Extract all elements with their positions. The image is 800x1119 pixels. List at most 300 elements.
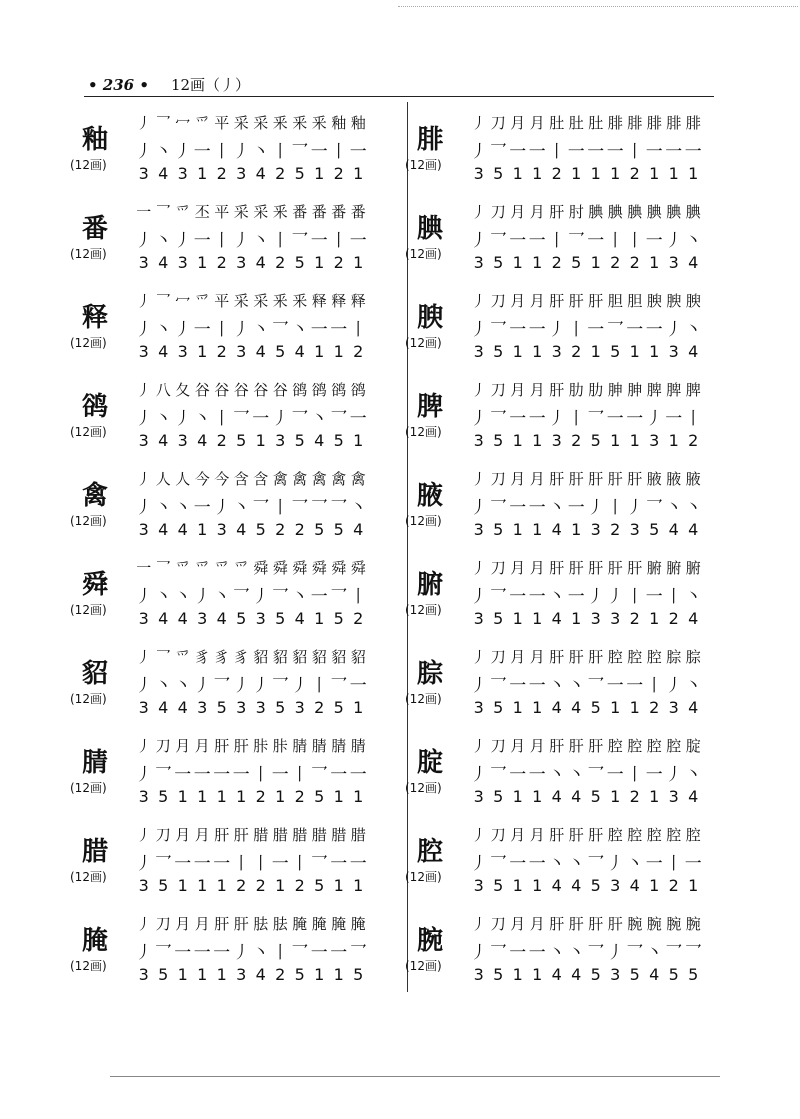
stroke-stage: 平 <box>214 114 230 132</box>
stroke-shape: 丨 <box>271 231 289 251</box>
stroke-shape: 丶 <box>684 320 702 340</box>
stroke-shape: 丿 <box>213 498 231 518</box>
stroke-code: 3 <box>551 342 562 361</box>
stroke-shape: 丨 <box>291 765 309 785</box>
stroke-codes-row <box>469 787 703 806</box>
stroke-stage: 采 <box>233 114 249 132</box>
stroke-code: 1 <box>590 253 601 272</box>
stroke-code: 1 <box>353 431 364 450</box>
stroke-code: 3 <box>138 253 149 272</box>
stroke-stage: 胠 <box>253 915 269 933</box>
stroke-stage: 番 <box>292 203 308 221</box>
stroke-codes-row <box>134 876 368 895</box>
stroke-stage: 肝 <box>588 470 604 488</box>
stroke-code: 1 <box>177 876 188 895</box>
stroke-code: 5 <box>333 698 344 717</box>
stroke-code: 1 <box>532 164 543 183</box>
stroke-code: 3 <box>138 609 149 628</box>
stroke-code: 2 <box>314 698 325 717</box>
page-number: • 236 • <box>88 76 149 94</box>
stroke-code: 1 <box>275 876 286 895</box>
stroke-codes-row <box>134 520 368 539</box>
stroke-stages-row <box>134 824 368 845</box>
stroke-code: 1 <box>255 431 266 450</box>
stroke-stage: 肝 <box>627 559 643 577</box>
stroke-code: 1 <box>512 609 523 628</box>
stroke-shape: 丿 <box>135 320 153 340</box>
stroke-shape: 一 <box>193 142 211 162</box>
stroke-code: 1 <box>216 876 227 895</box>
stroke-code: 1 <box>197 342 208 361</box>
stroke-code: 5 <box>590 431 601 450</box>
stroke-shape: 一 <box>645 587 663 607</box>
stroke-shape: 丶 <box>154 587 172 607</box>
stroke-shape: 丿 <box>232 320 250 340</box>
stroke-shape: 丿 <box>606 943 624 963</box>
stroke-shape: 丿 <box>232 231 250 251</box>
stroke-shape: 丿 <box>665 320 683 340</box>
stroke-code: 3 <box>197 698 208 717</box>
stroke-code: 1 <box>197 253 208 272</box>
stroke-code: 1 <box>532 431 543 450</box>
stroke-shape: 丿 <box>232 142 250 162</box>
stroke-shapes-row <box>134 404 368 429</box>
stroke-stage: 丿 <box>471 470 487 488</box>
stroke-code: 5 <box>610 342 621 361</box>
stroke-shape: 丶 <box>232 498 250 518</box>
stroke-stage: 月 <box>529 737 545 755</box>
stroke-code: 5 <box>158 787 169 806</box>
stroke-shape: 一 <box>567 587 585 607</box>
stroke-shape: 一 <box>645 320 663 340</box>
stroke-shape: 乛 <box>291 142 309 162</box>
character-entry <box>405 104 735 193</box>
stroke-stage: 肝 <box>233 826 249 844</box>
stroke-code: 3 <box>551 431 562 450</box>
stroke-shape: 一 <box>528 498 546 518</box>
stroke-stage: 谷 <box>194 381 210 399</box>
stroke-stage: 平 <box>214 203 230 221</box>
stroke-shape: 丨 <box>213 409 231 429</box>
stroke-shape: 一 <box>626 409 644 429</box>
stroke-stages-row <box>469 735 703 756</box>
stroke-code: 4 <box>255 164 266 183</box>
stroke-codes-row <box>134 164 368 183</box>
stroke-shape: 丿 <box>135 142 153 162</box>
stroke-shape: 乛 <box>489 320 507 340</box>
stroke-shape: 乛 <box>587 409 605 429</box>
stroke-stage: 今 <box>214 470 230 488</box>
stroke-shape: 丨 <box>213 320 231 340</box>
stroke-shape: 丶 <box>684 676 702 696</box>
stroke-stage: 夂 <box>175 381 191 399</box>
stroke-shape: 丶 <box>174 587 192 607</box>
character-entry <box>70 905 400 994</box>
stroke-shape: 一 <box>606 676 624 696</box>
stroke-code: 5 <box>294 253 305 272</box>
stroke-stage: 舜 <box>253 559 269 577</box>
stroke-code: 2 <box>275 965 286 984</box>
stroke-code: 1 <box>629 342 640 361</box>
stroke-stage: 肝 <box>233 737 249 755</box>
stroke-code: 4 <box>629 876 640 895</box>
stroke-stage: 腔 <box>666 737 682 755</box>
stroke-stage: 腕 <box>666 915 682 933</box>
stroke-stage: 肝 <box>549 470 565 488</box>
stroke-code: 1 <box>512 787 523 806</box>
stroke-code: 5 <box>158 965 169 984</box>
character-entry <box>70 638 400 727</box>
stroke-shape: 丨 <box>349 587 367 607</box>
stroke-code: 5 <box>236 609 247 628</box>
stroke-shape: 丨 <box>330 142 348 162</box>
stroke-stage: 肚 <box>568 114 584 132</box>
stroke-shape: 丶 <box>154 676 172 696</box>
stroke-shape: 一 <box>252 409 270 429</box>
stroke-stage: 腙 <box>685 648 701 666</box>
stroke-code: 1 <box>177 787 188 806</box>
stroke-code: 1 <box>353 253 364 272</box>
scan-edge-mark <box>398 6 798 7</box>
stroke-shape: 丶 <box>252 142 270 162</box>
stroke-stage: 腌 <box>292 915 308 933</box>
stroke-shape: 一 <box>193 943 211 963</box>
stroke-code: 2 <box>668 609 679 628</box>
stroke-shape: 乛 <box>291 943 309 963</box>
stroke-stage: 胆 <box>627 292 643 310</box>
stroke-shape: 一 <box>330 765 348 785</box>
stroke-code: 5 <box>275 609 286 628</box>
stroke-shape: 一 <box>528 409 546 429</box>
stroke-code: 2 <box>551 164 562 183</box>
stroke-stage: 刀 <box>490 648 506 666</box>
stroke-code: 2 <box>668 876 679 895</box>
stroke-stage: 肝 <box>549 381 565 399</box>
stroke-shape: 丿 <box>470 498 488 518</box>
stroke-stage: 腆 <box>607 203 623 221</box>
stroke-stage: 月 <box>529 559 545 577</box>
stroke-shapes-row <box>134 849 368 874</box>
stroke-shapes-row <box>469 760 703 785</box>
stroke-stage: 釆 <box>292 114 308 132</box>
stroke-code: 1 <box>668 164 679 183</box>
stroke-stage: 丿 <box>136 648 152 666</box>
stroke-shape: 一 <box>193 320 211 340</box>
character-entry <box>405 282 735 371</box>
stroke-code: 2 <box>649 698 660 717</box>
stroke-stage: 禽 <box>311 470 327 488</box>
stroke-shape: 一 <box>271 854 289 874</box>
stroke-stage: 月 <box>510 292 526 310</box>
stroke-code: 3 <box>473 609 484 628</box>
stroke-stage: 腕 <box>646 915 662 933</box>
stroke-code: 1 <box>512 698 523 717</box>
stroke-count-tag: (12画) <box>70 247 107 261</box>
stroke-code: 5 <box>255 520 266 539</box>
page-header <box>88 74 250 95</box>
stroke-code: 4 <box>688 698 699 717</box>
stroke-shape: 一 <box>193 231 211 251</box>
stroke-code: 1 <box>649 609 660 628</box>
stroke-stage: 月 <box>529 292 545 310</box>
stroke-code: 2 <box>216 164 227 183</box>
stroke-code: 1 <box>197 965 208 984</box>
stroke-code: 3 <box>473 520 484 539</box>
stroke-stage: 腈 <box>331 737 347 755</box>
stroke-codes-row <box>134 609 368 628</box>
stroke-shape: 乛 <box>587 676 605 696</box>
stroke-stage: 豸 <box>214 648 230 666</box>
stroke-count-tag: (12画) <box>70 603 107 617</box>
stroke-code: 1 <box>512 876 523 895</box>
stroke-shape: 丿 <box>232 676 250 696</box>
stroke-code: 1 <box>610 164 621 183</box>
stroke-code: 2 <box>688 431 699 450</box>
stroke-shape: 一 <box>626 676 644 696</box>
stroke-stage: 月 <box>510 826 526 844</box>
stroke-code: 1 <box>688 164 699 183</box>
stroke-code: 4 <box>551 520 562 539</box>
stroke-shape: 乛 <box>489 587 507 607</box>
stroke-count-tag: (12画) <box>405 692 442 706</box>
stroke-shape: 丿 <box>174 231 192 251</box>
stroke-shape: 丨 <box>232 854 250 874</box>
stroke-stage: 丿 <box>136 915 152 933</box>
stroke-shape: 丨 <box>548 142 566 162</box>
stroke-stage: 爫 <box>214 559 230 577</box>
stroke-stage: 采 <box>233 203 249 221</box>
stroke-code: 2 <box>294 520 305 539</box>
entry-character: 貂 <box>82 659 109 689</box>
stroke-shape: 丨 <box>252 854 270 874</box>
stroke-stages-row <box>134 557 368 578</box>
stroke-code: 4 <box>688 253 699 272</box>
stroke-shape: 一 <box>349 765 367 785</box>
header-rule <box>84 96 714 97</box>
stroke-stage: 腔 <box>627 648 643 666</box>
stroke-shape: 丶 <box>665 498 683 518</box>
stroke-stage: 冖 <box>175 292 191 310</box>
stroke-code: 1 <box>610 787 621 806</box>
stroke-code: 1 <box>197 520 208 539</box>
stroke-stage: 釉 <box>350 114 366 132</box>
stroke-stage: 腆 <box>588 203 604 221</box>
stroke-shape: 丶 <box>548 498 566 518</box>
stroke-shape: 丶 <box>154 231 172 251</box>
stroke-shape: 丿 <box>548 320 566 340</box>
stroke-code: 3 <box>473 965 484 984</box>
stroke-shape: 丨 <box>213 231 231 251</box>
stroke-code: 5 <box>493 698 504 717</box>
stroke-shape: 一 <box>509 943 527 963</box>
stroke-stage: 腊 <box>311 826 327 844</box>
stroke-code: 1 <box>512 520 523 539</box>
stroke-code: 1 <box>197 787 208 806</box>
stroke-stage: 舜 <box>311 559 327 577</box>
stroke-code: 1 <box>629 431 640 450</box>
stroke-stage: 豸 <box>194 648 210 666</box>
stroke-stage: 爫 <box>175 203 191 221</box>
stroke-stage: 爫 <box>194 114 210 132</box>
stroke-shape: 丶 <box>349 498 367 518</box>
stroke-shape: 丿 <box>135 498 153 518</box>
stroke-code: 1 <box>512 253 523 272</box>
stroke-shape: 丨 <box>252 765 270 785</box>
stroke-code: 4 <box>688 787 699 806</box>
stroke-codes-row <box>469 609 703 628</box>
stroke-stage: 月 <box>510 737 526 755</box>
stroke-stage: 胩 <box>253 737 269 755</box>
stroke-shape: 丨 <box>213 142 231 162</box>
stroke-stage: 肋 <box>588 381 604 399</box>
stroke-shape: 丿 <box>470 142 488 162</box>
stroke-code: 4 <box>255 253 266 272</box>
stroke-code: 1 <box>512 431 523 450</box>
stroke-stage: 腊 <box>272 826 288 844</box>
stroke-stage: 肝 <box>568 826 584 844</box>
stroke-stage: 乛 <box>155 114 171 132</box>
stroke-stage: 月 <box>529 203 545 221</box>
stroke-stage: 肝 <box>549 826 565 844</box>
stroke-stages-row <box>134 735 368 756</box>
stroke-shape: 一 <box>349 409 367 429</box>
stroke-shape: 一 <box>310 231 328 251</box>
stroke-stage: 肝 <box>549 203 565 221</box>
stroke-stage: 腓 <box>646 114 662 132</box>
stroke-shape: 乛 <box>330 587 348 607</box>
stroke-shape: 乛 <box>489 854 507 874</box>
stroke-stage: 八 <box>155 381 171 399</box>
stroke-shape: 丶 <box>684 498 702 518</box>
stroke-stage: 一 <box>136 203 152 221</box>
stroke-code: 4 <box>551 787 562 806</box>
entry-character: 腴 <box>417 303 444 333</box>
stroke-shape: 丿 <box>470 587 488 607</box>
stroke-shape: 乛 <box>330 409 348 429</box>
stroke-code: 1 <box>333 965 344 984</box>
stroke-stage: 番 <box>350 203 366 221</box>
stroke-shape: 丨 <box>626 231 644 251</box>
stroke-stage: 釉 <box>331 114 347 132</box>
stroke-code: 5 <box>314 876 325 895</box>
stroke-code: 3 <box>473 253 484 272</box>
stroke-stage: 月 <box>529 648 545 666</box>
stroke-shape: 一 <box>528 320 546 340</box>
stroke-code: 1 <box>610 698 621 717</box>
stroke-code: 2 <box>216 342 227 361</box>
stroke-stages-row <box>134 468 368 489</box>
stroke-code: 4 <box>551 965 562 984</box>
stroke-shape: 丶 <box>291 587 309 607</box>
stroke-code: 3 <box>138 520 149 539</box>
stroke-stage: 肝 <box>214 826 230 844</box>
stroke-count-tag: (12画) <box>405 781 442 795</box>
stroke-shape: 丨 <box>271 142 289 162</box>
stroke-stage: 腆 <box>685 203 701 221</box>
stroke-code: 1 <box>532 698 543 717</box>
stroke-code: 1 <box>571 520 582 539</box>
stroke-code: 1 <box>532 253 543 272</box>
stroke-stage: 月 <box>510 381 526 399</box>
stroke-shape: 丶 <box>684 765 702 785</box>
stroke-shape: 丶 <box>154 409 172 429</box>
stroke-code: 1 <box>353 164 364 183</box>
stroke-shapes-row <box>469 582 703 607</box>
stroke-stage: 月 <box>510 559 526 577</box>
stroke-stage: 丿 <box>136 737 152 755</box>
stroke-shape: 丿 <box>135 676 153 696</box>
stroke-shape: 丶 <box>548 676 566 696</box>
stroke-code: 1 <box>610 431 621 450</box>
stroke-stage: 丿 <box>471 203 487 221</box>
stroke-stage: 丿 <box>471 114 487 132</box>
stroke-stages-row <box>469 557 703 578</box>
stroke-shapes-row <box>134 493 368 518</box>
stroke-shape: 丿 <box>135 587 153 607</box>
stroke-shape: 一 <box>665 142 683 162</box>
stroke-code: 1 <box>177 965 188 984</box>
stroke-stages-row <box>134 646 368 667</box>
stroke-shape: 丶 <box>213 587 231 607</box>
stroke-shape: 一 <box>606 765 624 785</box>
stroke-shape: 丿 <box>135 854 153 874</box>
stroke-shape: 丿 <box>470 765 488 785</box>
stroke-shape: 乛 <box>252 498 270 518</box>
stroke-code: 1 <box>649 164 660 183</box>
stroke-code: 3 <box>255 609 266 628</box>
stroke-code: 1 <box>512 965 523 984</box>
stroke-shape: 丨 <box>548 231 566 251</box>
stroke-code: 4 <box>177 609 188 628</box>
stroke-stage: 丿 <box>136 826 152 844</box>
stroke-code: 4 <box>236 520 247 539</box>
stroke-shape: 一 <box>606 142 624 162</box>
stroke-stage: 采 <box>253 203 269 221</box>
stroke-code: 4 <box>177 520 188 539</box>
stroke-stage: 腔 <box>666 826 682 844</box>
stroke-code: 3 <box>216 520 227 539</box>
stroke-code: 1 <box>353 876 364 895</box>
stroke-stage: 月 <box>175 915 191 933</box>
stroke-count-tag: (12画) <box>70 336 107 350</box>
stroke-stage: 肝 <box>568 470 584 488</box>
stroke-stage: 腑 <box>646 559 662 577</box>
stroke-stage: 丿 <box>136 470 152 488</box>
stroke-shape: 丿 <box>174 320 192 340</box>
stroke-stage: 刀 <box>490 470 506 488</box>
stroke-shape: 一 <box>645 142 663 162</box>
stroke-shape: 乛 <box>213 676 231 696</box>
stroke-shape: 丶 <box>174 676 192 696</box>
stroke-codes-row <box>134 698 368 717</box>
stroke-code: 4 <box>158 431 169 450</box>
stroke-code: 1 <box>216 965 227 984</box>
stroke-code: 4 <box>353 520 364 539</box>
stroke-count-tag: (12画) <box>405 425 442 439</box>
stroke-shapes-row <box>469 493 703 518</box>
stroke-codes-row <box>469 876 703 895</box>
stroke-shape: 丨 <box>645 676 663 696</box>
stroke-shape: 一 <box>606 409 624 429</box>
stroke-shape: 丿 <box>606 854 624 874</box>
stroke-stage: 腔 <box>685 826 701 844</box>
stroke-shape: 乛 <box>587 943 605 963</box>
stroke-code: 3 <box>610 876 621 895</box>
stroke-shape: 丨 <box>626 587 644 607</box>
stroke-shape: 一 <box>232 765 250 785</box>
stroke-stages-row <box>469 112 703 133</box>
stroke-stage: 舜 <box>331 559 347 577</box>
